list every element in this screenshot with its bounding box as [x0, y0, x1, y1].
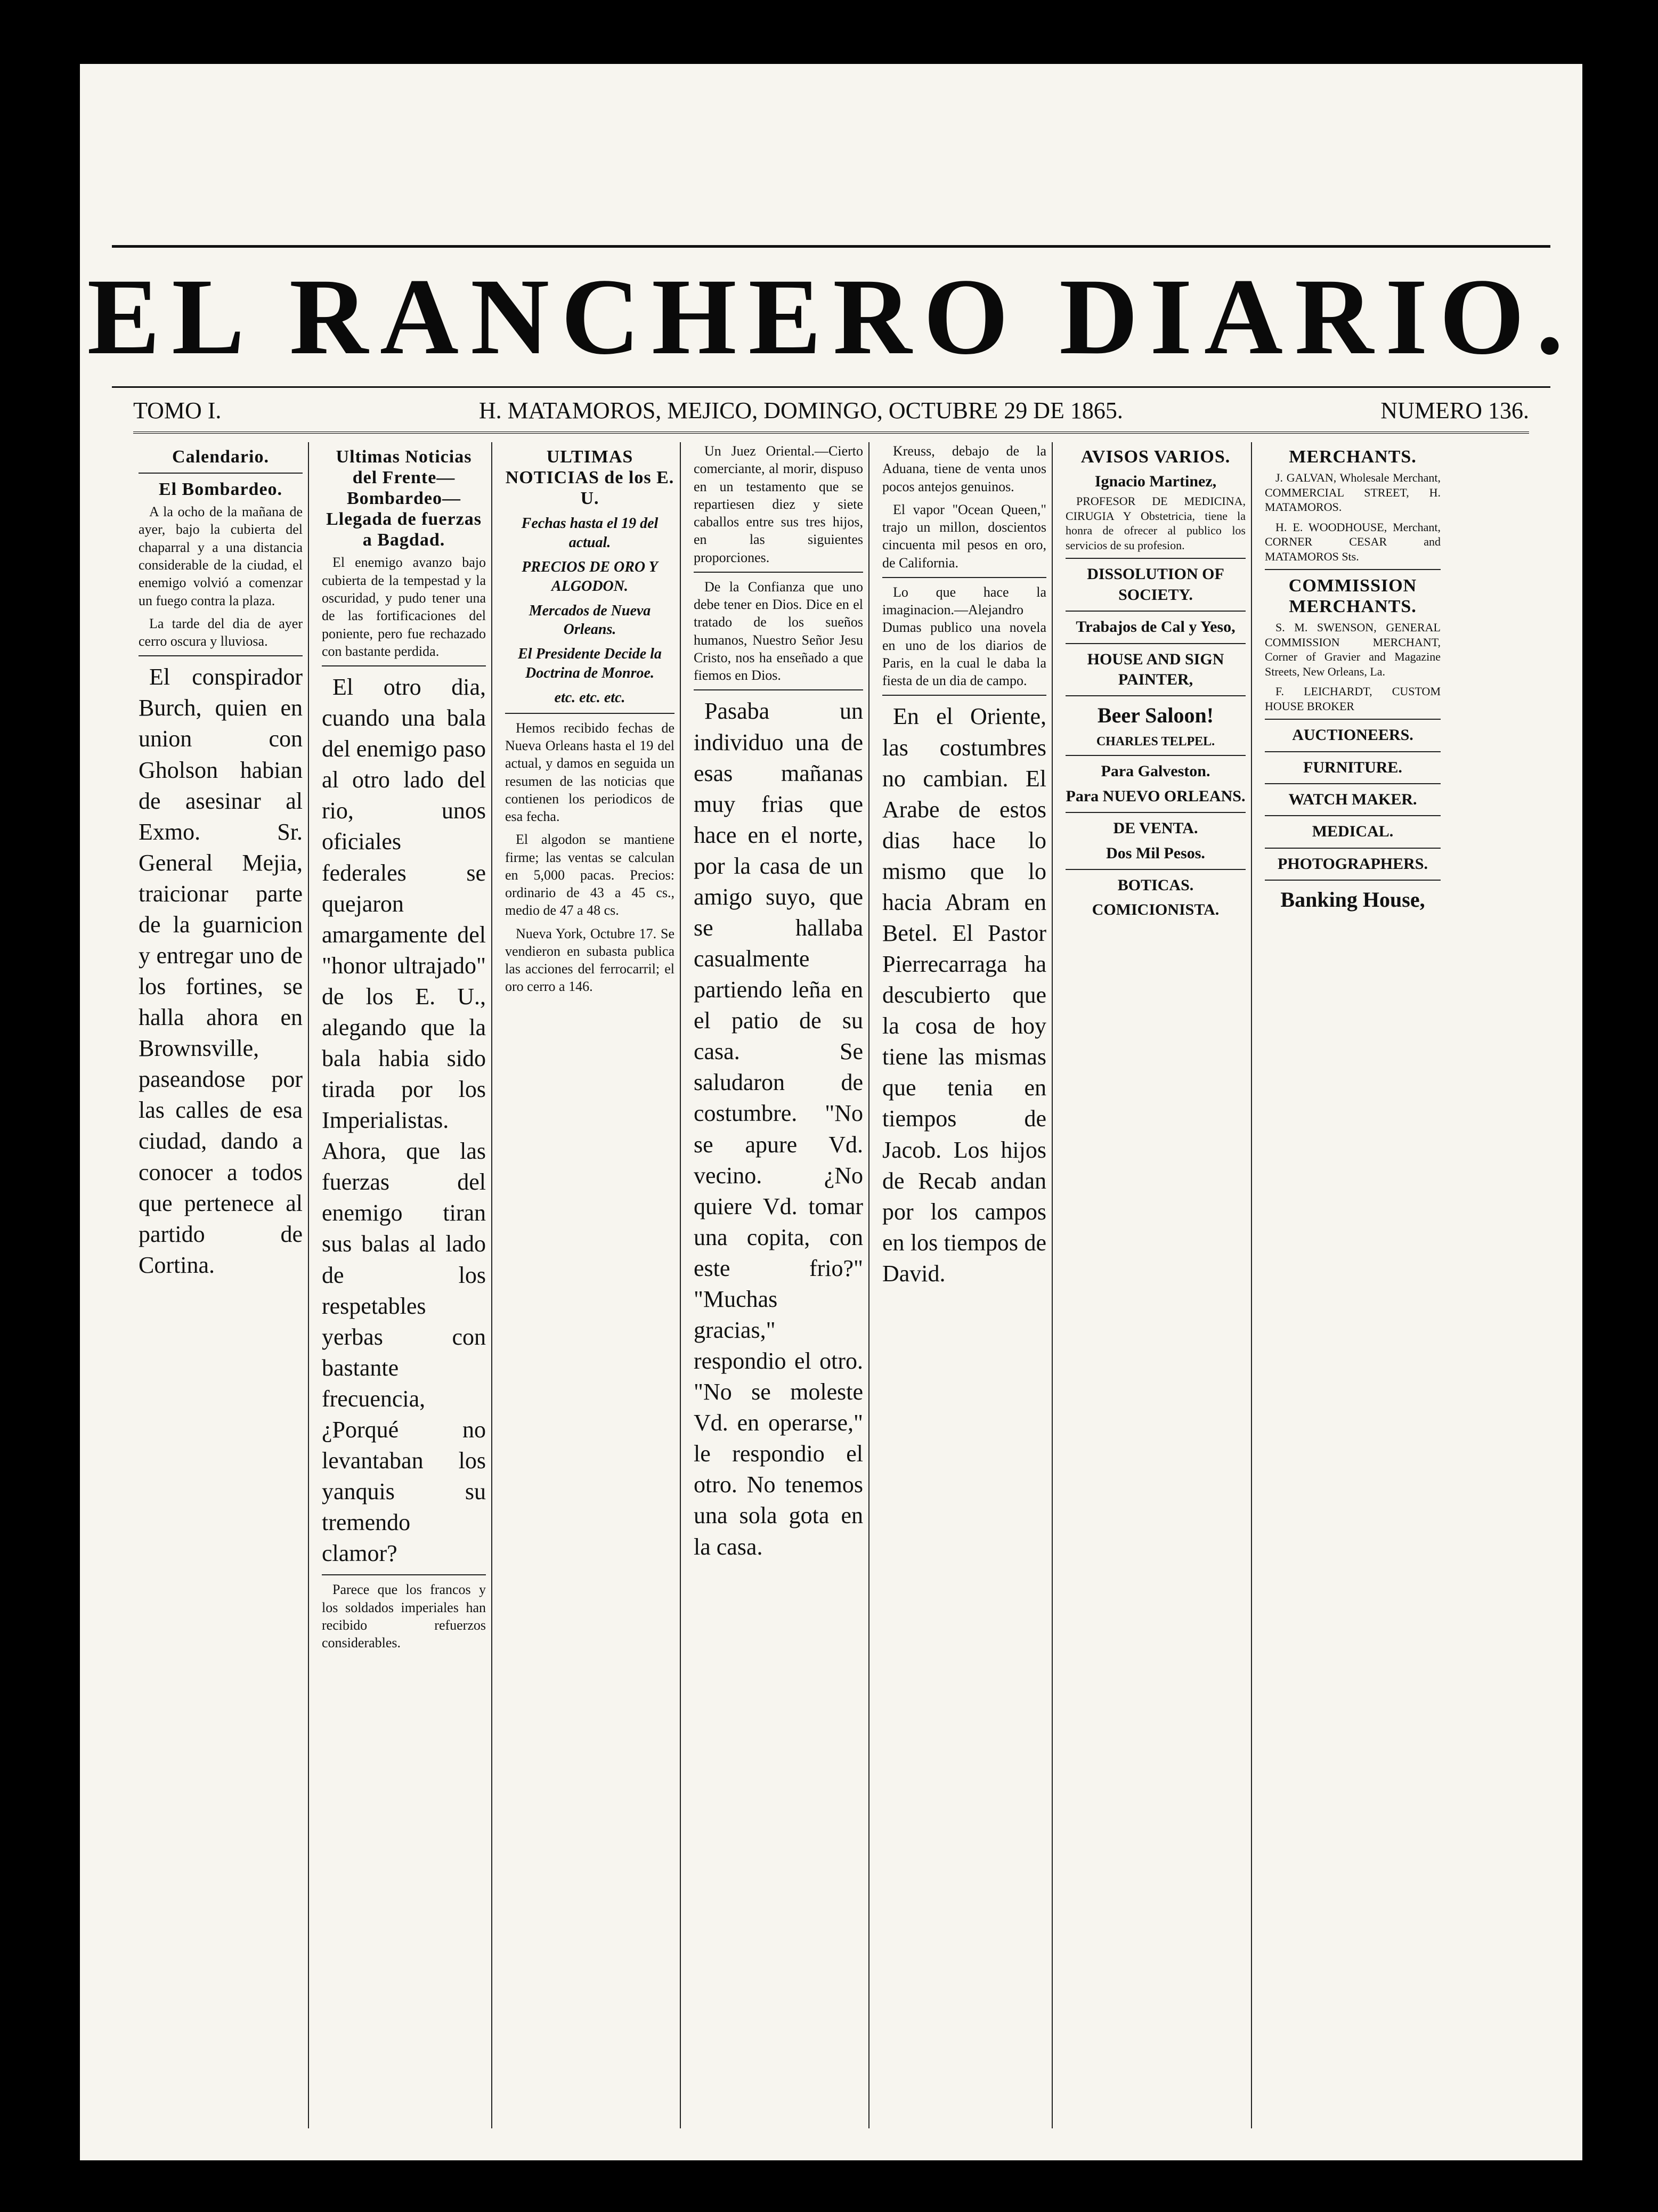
ad-title: DISSOLUTION OF SOCIETY. [1087, 565, 1224, 604]
divider [1265, 815, 1441, 816]
ad-body: S. M. SWENSON, GENERAL COMMISSION MERCHANT, Corner of Gravier and Magazine Streets, New Orleans, La. [1265, 621, 1441, 678]
article-paragraph: El enemigo avanzo bajo cubierta de la tempestad y la oscuridad, y pudo tener una de las fortificaciones del poniente, pero fue rechazado con bastante perdida. [322, 555, 486, 659]
ad-title: WATCH MAKER. [1288, 791, 1417, 809]
ad-body: PROFESOR DE MEDICINA, CIRUGIA Y Obstetricia, tiene la honra de ofrecer al publico los servicios de su profesion. [1066, 494, 1246, 552]
dateline [133, 389, 1529, 434]
calendar-heading: Calendario. [172, 447, 269, 467]
divider [1265, 751, 1441, 752]
place-date: H. MATAMOROS, MEJICO, DOMINGO, OCTUBRE 29 DE 1865. [478, 397, 1123, 424]
subheading: etc. etc. etc. [554, 689, 625, 706]
subheading: El Presidente Decide la Doctrina de Monroe. [518, 646, 662, 682]
article-paragraph: Kreuss, debajo de la Aduana, tiene de venta unos pocos antejos genuinos. [882, 443, 1046, 494]
divider [1265, 569, 1441, 570]
divider [139, 655, 303, 656]
ad-owner: CHARLES TELPEL. [1096, 734, 1215, 749]
column-3 [500, 442, 681, 2128]
column-6-ads [1060, 442, 1252, 2128]
subheading: Mercados de Nueva Orleans. [529, 602, 651, 638]
divider [1265, 719, 1441, 720]
divider [1066, 755, 1246, 756]
columns [133, 442, 1550, 2128]
article-paragraph: Nueva York, Octubre 17. Se vendieron en subasta publica las acciones del ferrocarril; el oro cerro a 146. [505, 925, 674, 995]
column-4 [688, 442, 869, 2128]
us-news-heading: ULTIMAS NOTICIAS de los E. U. [505, 447, 674, 509]
ad-title: Para Galveston. [1101, 762, 1210, 780]
bombardeo-heading: El Bombardeo. [158, 479, 283, 500]
column-1 [133, 442, 309, 2128]
divider [1066, 695, 1246, 696]
column-5 [877, 442, 1053, 2128]
divider [1066, 812, 1246, 813]
article-large-text: En el Oriente, las costumbres no cambian. El Arabe de estos dias hace lo mismo que lo hacia Abram en Betel. El Pastor Pierrecarraga ha descubierto que la cosa de hoy tiene las mismas que tenia en tiempos de Jacob. Los hijos de Recab andan por los campos en los tiempos de David. [882, 703, 1046, 1287]
issue-number: NUMERO 136. [1380, 397, 1529, 424]
article-paragraph: El algodon se mantiene firme; las ventas se calculan en 5,000 pacas. Precios: ordinario de 43 a 45 cs., medio de 47 a 48 cs. [505, 832, 674, 918]
article-large-text: El otro dia, cuando una bala del enemigo paso al otro lado del rio, unos oficiales federales se quejaron amargamente del "honor ultrajado" de los E. U., alegando que la bala habia sido tirada por los Imperialistas. Ahora, que las fuerzas del enemigo tiran sus balas al lado de los respetables yerbas con bastante frecuencia, ¿Porqué no levantaban los yanquis su tremendo clamor? [322, 674, 486, 1567]
subheading: PRECIOS DE ORO Y ALGODON. [522, 558, 658, 595]
ad-title: COMICIONISTA. [1092, 901, 1220, 919]
ad-title: Banking House, [1280, 888, 1425, 912]
divider [1066, 558, 1246, 559]
article-paragraph: A la ocho de la mañana de ayer, bajo la cubierta del chaparral y a una distancia considerable de la ciudad, el enemigo volvió a comenzar un fuego contra la plaza. [139, 504, 303, 608]
ad-title: BOTICAS. [1117, 876, 1194, 894]
article-paragraph: Lo que hace la imaginacion.—Alejandro Dumas publico una novela en uno de los diarios de Paris, en la cual le daba la fiesta de un dia de campo. [882, 584, 1046, 689]
ad-title: AUCTIONEERS. [1292, 726, 1413, 744]
commission-heading: COMMISSION MERCHANTS. [1288, 576, 1417, 617]
divider [505, 713, 674, 714]
ad-title: MEDICAL. [1312, 823, 1394, 841]
divider [1066, 869, 1246, 870]
column-7-ads [1259, 442, 1446, 2128]
divider [694, 572, 863, 573]
article-paragraph: Parece que los francos y los soldados imperiales han recibido refuerzos considerables. [322, 1582, 486, 1651]
column-2 [316, 442, 492, 2128]
divider [322, 1574, 486, 1575]
divider [1265, 880, 1441, 881]
volume-label: TOMO I. [133, 397, 222, 424]
divider [882, 695, 1046, 696]
ad-body: H. E. WOODHOUSE, Merchant, CORNER CESAR and MATAMOROS Sts. [1265, 520, 1441, 563]
article-paragraph: El vapor "Ocean Queen," trajo un millon, doscientos cincuenta mil pesos en oro, de California. [882, 501, 1046, 571]
article-large-text: Pasaba un individuo una de esas mañanas muy frias que hace en el norte, por la casa de un amigo suyo, que se hallaba casualmente partiendo leña en el patio de su casa. Se saludaron de costumbre. "No se apure Vd. vecino. ¿No quiere Vd. tomar una copita, con este frio?" "Muchas gracias," respondio el otro. "No se moleste Vd. en operarse," le respondio el otro. No tenemos una sola gota en la casa. [694, 698, 863, 1560]
ad-title: PHOTOGRAPHERS. [1278, 855, 1428, 873]
ad-title: DE VENTA. [1113, 819, 1198, 837]
article-paragraph: Hemos recibido fechas de Nueva Orleans hasta el 19 del actual, y damos en seguida un resumen de las noticias que contienen los periodicos de esa fecha. [505, 720, 674, 825]
divider [882, 577, 1046, 578]
ad-title: Para NUEVO ORLEANS. [1066, 787, 1246, 805]
merchants-heading: MERCHANTS. [1289, 447, 1417, 467]
article-paragraph: La tarde del dia de ayer cerro oscura y lluviosa. [139, 615, 303, 649]
ads-heading: AVISOS VARIOS. [1080, 447, 1231, 467]
news-heading: Ultimas Noticias del Frente—Bombardeo—Llegada de fuerzas a Bagdad. [326, 447, 482, 550]
ad-body: F. LEICHARDT, CUSTOM HOUSE BROKER [1265, 685, 1441, 713]
divider [694, 689, 863, 690]
subheading: Fechas hasta el 19 del actual. [521, 515, 659, 551]
newspaper-title: EL RANCHERO DIARIO. [87, 256, 1575, 377]
divider [1265, 783, 1441, 784]
divider [1066, 643, 1246, 644]
ad-title: Trabajos de Cal y Yeso, [1076, 618, 1236, 636]
divider [1066, 611, 1246, 612]
divider [139, 473, 303, 474]
ad-body: J. GALVAN, Wholesale Merchant, COMMERCIAL STREET, H. MATAMOROS. [1265, 471, 1441, 514]
article-paragraph: De la Confianza que uno debe tener en Dios. Dice en el tratado de los sueños humanos, Nuestro Señor Jesu Cristo, nos ha enseñado a que fiemos en Dios. [694, 579, 863, 684]
ad-title: Dos Mil Pesos. [1106, 844, 1205, 862]
divider [322, 665, 486, 666]
masthead [87, 245, 1575, 388]
divider [1265, 848, 1441, 849]
ad-title: FURNITURE. [1303, 758, 1402, 776]
article-large-text: El conspirador Burch, quien en union con Gholson habian de asesinar al Exmo. Sr. General Mejia, traicionar parte de la guarnicion y entregar uno de los fortines, se halla ahora en Brownsville, paseandose por las calles de esa ciudad, dando a conocer a todos que pertenece al partido de Cortina. [139, 664, 303, 1278]
article-paragraph: Un Juez Oriental.—Cierto comerciante, al morir, dispuso en un testamento que se repartiesen diez y siete caballos entre sus tres hijos, en las siguientes proporciones. [694, 443, 863, 565]
newspaper-page [80, 64, 1582, 2160]
ad-title: Ignacio Martinez, [1094, 473, 1217, 491]
ad-title: HOUSE AND SIGN PAINTER, [1087, 650, 1224, 689]
ad-title: Beer Saloon! [1097, 703, 1214, 728]
